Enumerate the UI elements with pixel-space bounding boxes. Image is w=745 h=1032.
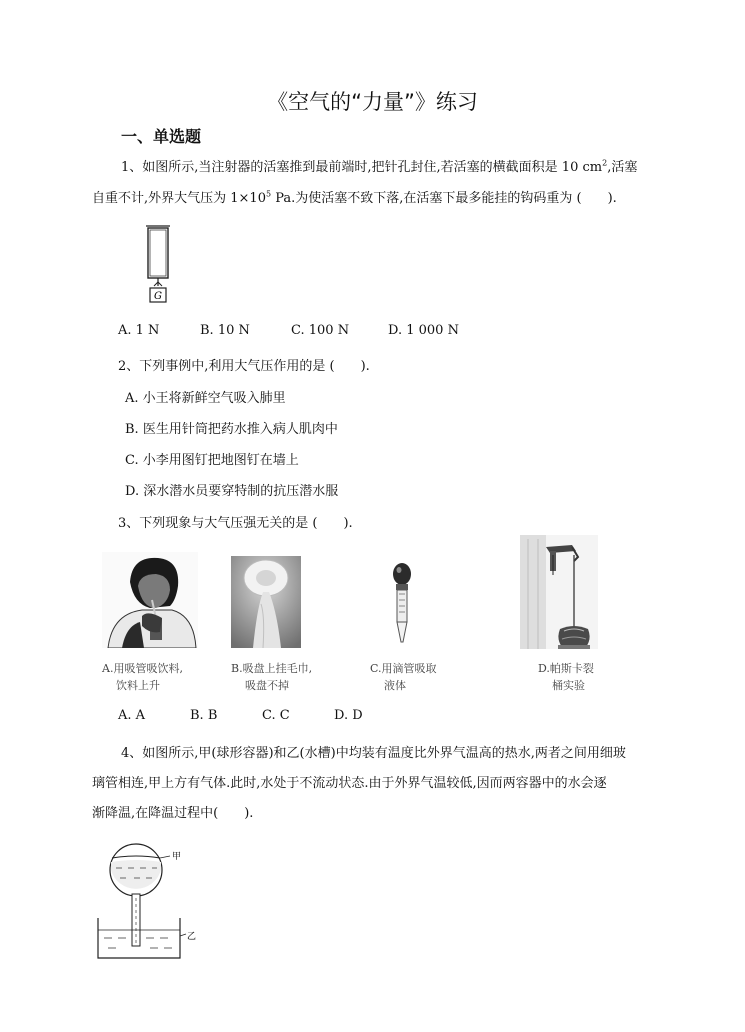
q2-option-d[interactable]: D. 深水潜水员要穿特制的抗压潜水服 [125, 484, 339, 499]
q4-stem-line3: 渐降温,在降温过程中( ). [92, 806, 254, 821]
q1-stem-line2: 自重不计,外界大气压为 $1\times 10^5$ Pa.为使活塞不致下落,在活塞下最多能挂的钩码重为 ( ). [92, 189, 617, 206]
q3-option-a[interactable]: A. A [118, 708, 146, 723]
q4-stem-line1: 4、如图所示,甲(球形容器)和乙(水槽)中均装有温度比外界气温高的热水,两者之间用细玻 [121, 746, 626, 761]
q3-photo-d-pascal-barrel [520, 535, 598, 649]
q1-option-b[interactable]: B. 10 N [200, 323, 250, 338]
q1-option-c[interactable]: C. 100 N [291, 323, 350, 338]
q1-stem-line1: 1、如图所示,当注射器的活塞推到最前端时,把针孔封住,若活塞的横截面积是 10 $cm^2$,活塞 [121, 158, 638, 175]
q3-stem: 3、下列现象与大气压强无关的是 ( ). [118, 516, 353, 531]
q3-option-b[interactable]: B. B [190, 708, 218, 723]
q1-syringe-figure [140, 224, 180, 308]
q1-option-d[interactable]: D. 1 000 N [388, 323, 459, 338]
q2-stem: 2、下列事例中,利用大气压作用的是 ( ). [118, 359, 370, 374]
q3-photo-c-dropper [382, 560, 422, 646]
q3-photo-a-straw [102, 552, 198, 648]
q3-caption-b: B.吸盘上挂毛巾, 吸盘不掉 [231, 662, 313, 692]
q3-caption-d: D.帕斯卡裂 桶实验 [538, 662, 594, 692]
weight-label: G [154, 291, 162, 302]
section-heading: 一、单选题 [121, 127, 202, 146]
q3-caption-c: C.用滴管吸取 液体 [370, 662, 437, 692]
q3-option-d[interactable]: D. D [334, 708, 363, 723]
q4-apparatus-figure [94, 838, 204, 962]
q4-stem-line2: 璃管相连,甲上方有气体.此时,水处于不流动状态.由于外界气温较低,因而两容器中的水会逐 [92, 776, 607, 791]
q2-option-c[interactable]: C. 小李用图钉把地图钉在墙上 [125, 453, 299, 468]
q2-option-a[interactable]: A. 小王将新鲜空气吸入肺里 [125, 391, 286, 406]
q1-option-a[interactable]: A. 1 N [118, 323, 160, 338]
q2-option-b[interactable]: B. 医生用针筒把药水推入病人肌肉中 [125, 422, 338, 437]
q3-option-c[interactable]: C. C [262, 708, 290, 723]
label-yi: 乙 [187, 932, 197, 942]
page-title: 《空气的“力量”》练习 [267, 90, 478, 114]
q3-photo-b-suction-cup [231, 556, 301, 648]
q3-caption-a: A.用吸管吸饮料, 饮料上升 [102, 662, 183, 692]
label-jia: 甲 [172, 852, 182, 862]
